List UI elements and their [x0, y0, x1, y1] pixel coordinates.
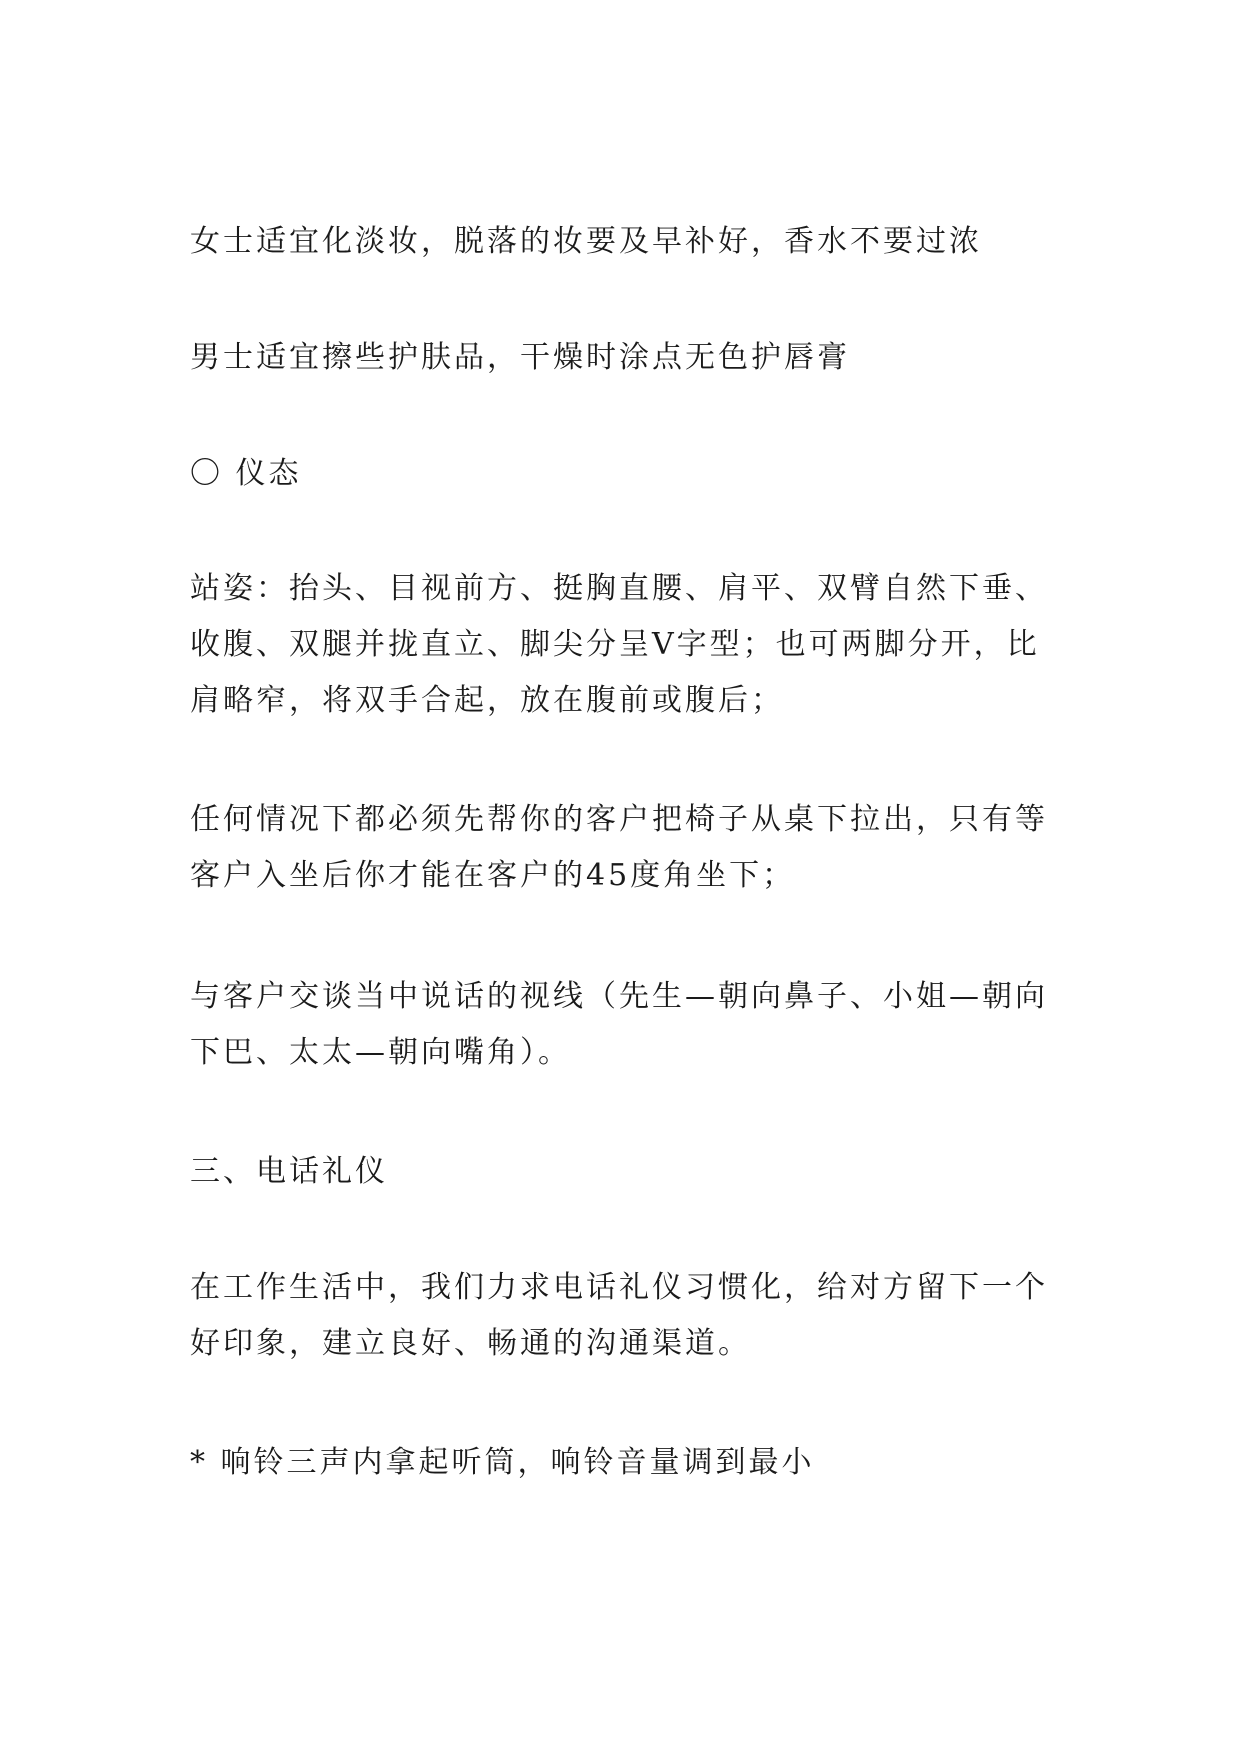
section-heading-phone-etiquette: 三、电话礼仪 [190, 1154, 388, 1189]
section-heading-deportment: 〇 仪态 [190, 456, 302, 491]
paragraph-standing-posture: 站姿：抬头、目视前方、挺胸直腰、肩平、双臂自然下垂、收腹、双腿并拢直立、脚尖分呈V字型；也可两脚分开，比肩略窄，将双手合起，放在腹前或腹后； [190, 571, 1048, 718]
paragraph-makeup-women: 女士适宜化淡妆，脱落的妆要及早补好，香水不要过浓 [190, 224, 982, 259]
paragraph-eye-contact: 与客户交谈当中说话的视线（先生—朝向鼻子、小姐—朝向下巴、太太—朝向嘴角）。 [190, 979, 1048, 1070]
paragraph-phone-habits: 在工作生活中，我们力求电话礼仪习惯化，给对方留下一个好印象，建立良好、畅通的沟通渠道。 [190, 1270, 1048, 1361]
paragraph-seating-customer: 任何情况下都必须先帮你的客户把椅子从桌下拉出，只有等客户入坐后你才能在客户的45度角坐下； [190, 802, 1048, 893]
bullet-answer-ring: * 响铃三声内拿起听筒，响铃音量调到最小 [190, 1445, 815, 1480]
paragraph-makeup-men: 男士适宜擦些护肤品，干燥时涂点无色护唇膏 [190, 340, 850, 375]
